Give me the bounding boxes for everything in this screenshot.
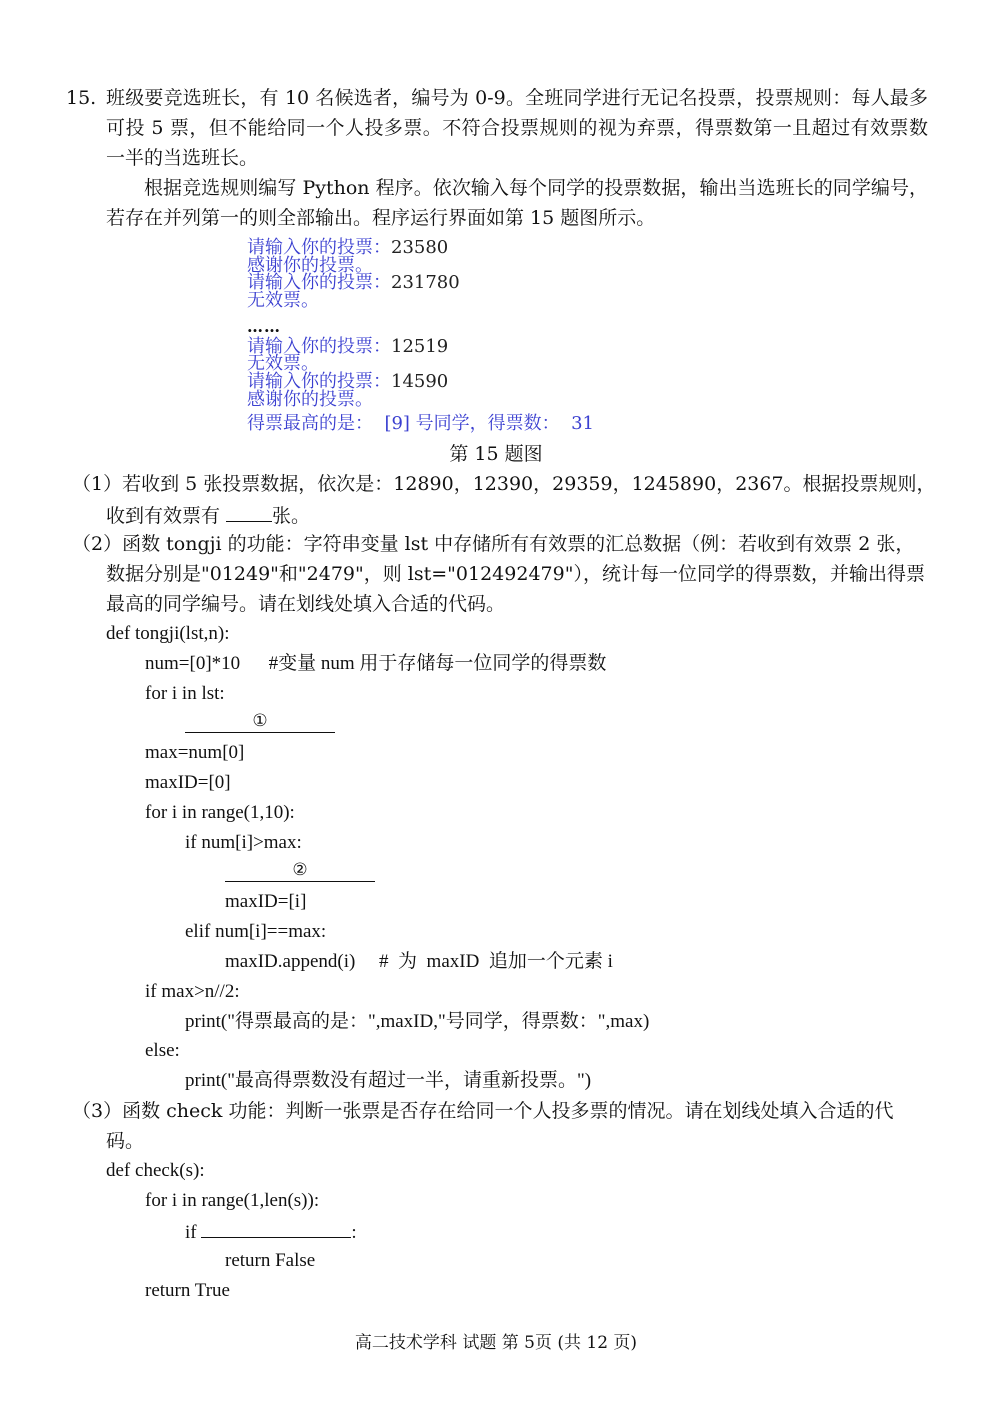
- sub3-text-2: 码。: [106, 1130, 145, 1152]
- code-line: return True: [145, 1280, 230, 1301]
- code-line: if max>n//2:: [145, 981, 240, 1002]
- console-result-line: 得票最高的是： [9] 号同学，得票数： 31: [247, 413, 595, 434]
- code-line: print("最高得票数没有超过一半，请重新投票。"): [185, 1070, 592, 1091]
- sub2-text-2: 数据分别是"01249"和"2479"，则 lst="012492479"），统计每一位同学的得票数，并输出得票: [106, 563, 925, 585]
- code-line: def check(s):: [106, 1160, 205, 1181]
- sub1-text-2: 收到有效票有 张。: [106, 505, 311, 527]
- console-line: 请输入你的投票：231780: [247, 272, 460, 293]
- sub3-text: （3）函数 check 功能：判断一张票是否存在给同一个人投多票的情况。请在划线处填入合适的代: [72, 1100, 894, 1122]
- code-line: for i in lst:: [145, 683, 225, 704]
- question-number: 15.: [66, 87, 97, 109]
- code-line: maxID.append(i) # 为 maxID 追加一个元素 i: [225, 951, 613, 972]
- console-line: 无效票。: [247, 290, 319, 311]
- code-line: max=num[0]: [145, 742, 245, 763]
- code-line: maxID=[i]: [225, 891, 307, 912]
- code-line: if :: [185, 1219, 357, 1245]
- question-intro: 班级要竞选班长，有 10 名候选者，编号为 0-9。全班同学进行无记名投票，投票规则：每人最多可投 5 票，但不能给同一个人投多票。不符合投票规则的视为弃票，得票数第一且超过有效票数一半的当选班长。: [106, 87, 928, 169]
- page-footer: 高二技术学科 试题 第 5页 (共 12 页): [354, 1333, 638, 1353]
- console-line: 请输入你的投票：14590: [247, 371, 449, 392]
- code-line: def tongji(lst,n):: [106, 623, 230, 644]
- answer-blank-2[interactable]: ②: [225, 859, 375, 882]
- question-intro-2: 根据竞选规则编写 Python 程序。依次输入每个同学的投票数据，输出当选班长的同学编号，若存在并列第一的则全部输出。程序运行界面如第 15 题图所示。: [106, 177, 928, 229]
- console-ellipsis: ……: [247, 317, 281, 336]
- answer-blank-1[interactable]: ①: [185, 710, 335, 733]
- code-line: else:: [145, 1040, 180, 1061]
- code-line: num=[0]*10 #变量 num 用于存储每一位同学的得票数: [145, 653, 607, 674]
- console-line: 无效票。: [247, 353, 319, 374]
- code-line: return False: [225, 1250, 316, 1271]
- code-line: for i in range(1,10):: [145, 802, 295, 823]
- code-line: for i in range(1,len(s)):: [145, 1190, 320, 1211]
- console-line: 感谢你的投票。: [247, 255, 373, 276]
- console-line: 请输入你的投票：12519: [247, 336, 449, 357]
- sub2-text: （2）函数 tongji 的功能：字符串变量 lst 中存储所有有效票的汇总数据（例：若收到有效票 2 张，: [72, 533, 915, 555]
- sub2-text-3: 最高的同学编号。请在划线处填入合适的代码。: [106, 593, 506, 615]
- code-line: print("得票最高的是：",maxID,"号同学，得票数：",max): [185, 1011, 650, 1032]
- figure-caption: 第 15 题图: [449, 443, 543, 465]
- answer-blank[interactable]: [226, 503, 272, 522]
- code-line: maxID=[0]: [145, 772, 231, 793]
- console-line: 感谢你的投票。: [247, 389, 373, 410]
- program-console-figure: [247, 237, 707, 437]
- console-line: 请输入你的投票：23580: [247, 237, 449, 258]
- answer-blank-3[interactable]: [201, 1219, 351, 1238]
- sub1-text: （1）若收到 5 张投票数据，依次是：12890，12390，29359，1245890，2367。根据投票规则，: [72, 473, 936, 495]
- code-line: elif num[i]==max:: [185, 921, 327, 942]
- code-line: if num[i]>max:: [185, 832, 302, 853]
